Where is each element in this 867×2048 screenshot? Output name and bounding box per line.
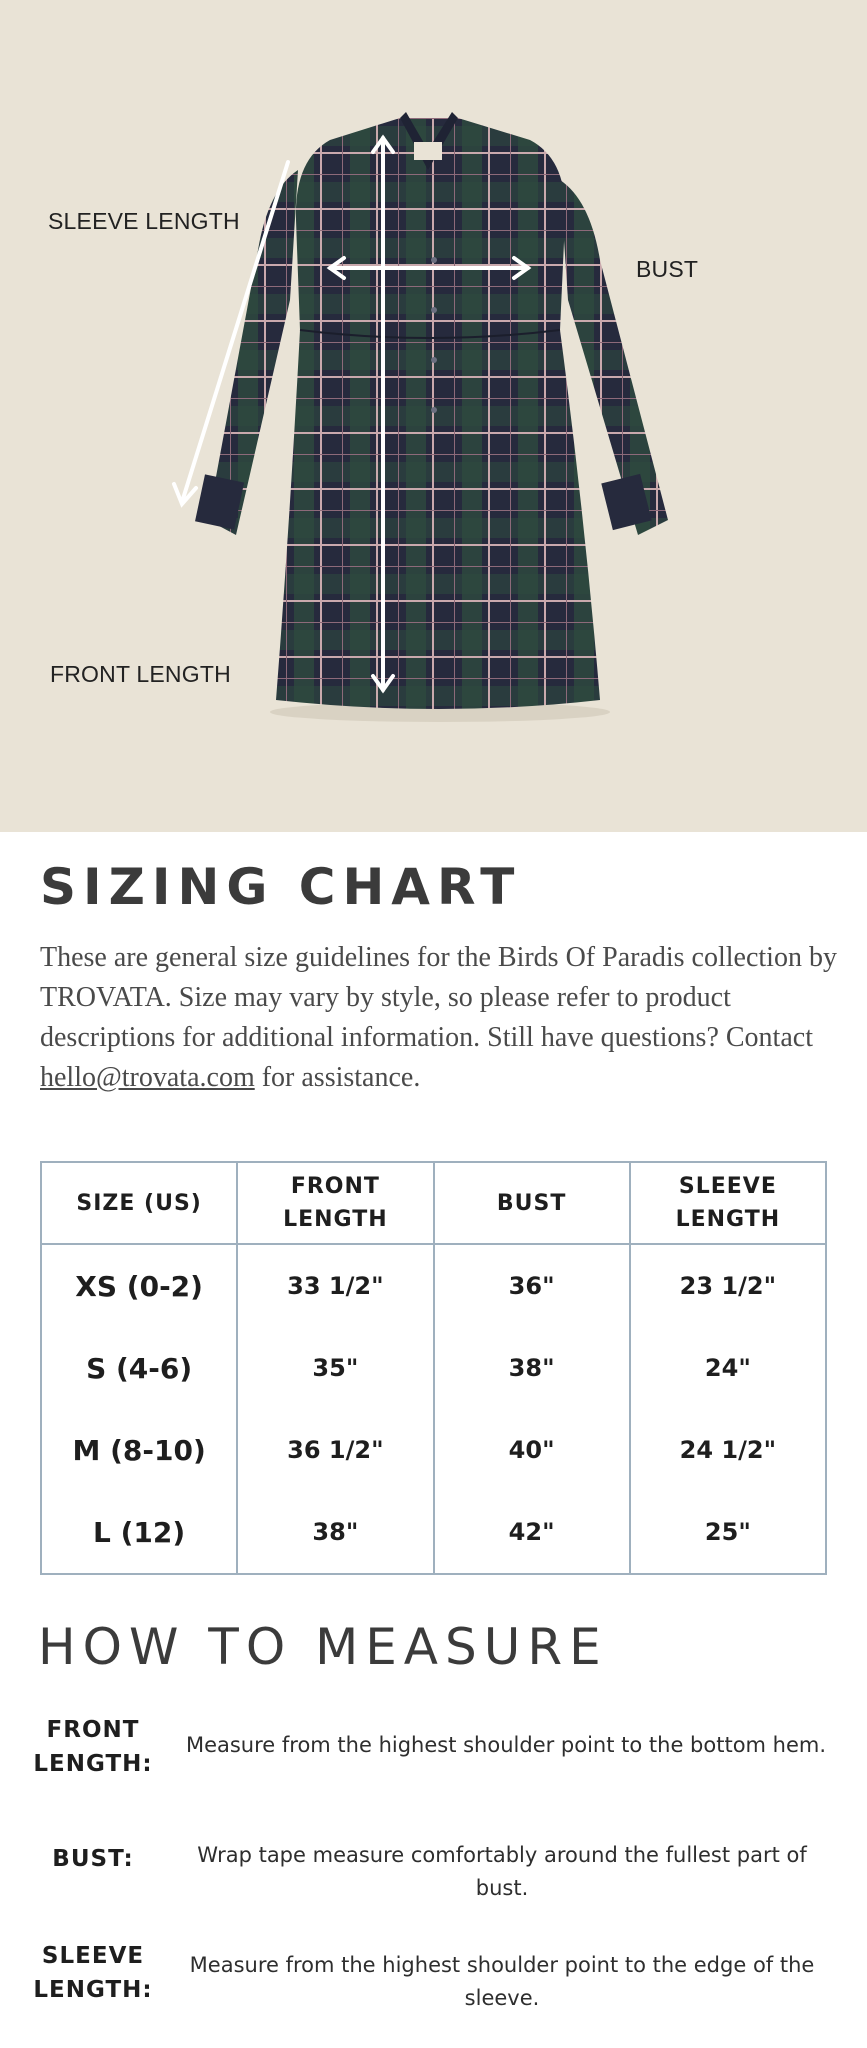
size-cell: S (4-6) — [41, 1327, 237, 1409]
sizing-chart-title: SIZING CHART — [40, 858, 522, 916]
product-image-panel — [0, 0, 867, 832]
size-cell: M (8-10) — [41, 1409, 237, 1491]
front-length-cell: 35" — [237, 1327, 433, 1409]
sizing-table — [40, 1161, 827, 1575]
header-front-length: FRONT LENGTH — [237, 1162, 433, 1244]
sleeve-length-cell: 24 1/2" — [630, 1409, 826, 1491]
dress-body — [276, 118, 600, 709]
measure-desc-sleeve-length: Measure from the highest shoulder point to the edge of the sleeve. — [189, 1953, 815, 2010]
contact-email-link[interactable]: hello@trovata.com — [40, 1062, 255, 1093]
bust-cell: 42" — [434, 1491, 630, 1574]
table-header-row — [41, 1162, 826, 1244]
measure-term-front-length: FRONT LENGTH: — [33, 1717, 153, 1777]
measure-desc-bust: Wrap tape measure comfortably around the fullest part of bust. — [197, 1843, 807, 1900]
how-to-measure-title: HOW TO MEASURE — [38, 1618, 608, 1676]
sleeve-length-cell: 23 1/2" — [630, 1244, 826, 1327]
sizing-intro — [40, 938, 840, 1098]
header-size: SIZE (US) — [41, 1162, 237, 1244]
table-row — [41, 1244, 826, 1327]
size-cell: L (12) — [41, 1491, 237, 1574]
sleeve-length-cell: 25" — [630, 1491, 826, 1574]
header-sleeve-length: SLEEVE LENGTH — [630, 1162, 826, 1244]
header-bust: BUST — [434, 1162, 630, 1244]
sleeve-length-cell: 24" — [630, 1327, 826, 1409]
intro-tail: for assistance. — [261, 1062, 421, 1093]
front-length-cell: 33 1/2" — [237, 1244, 433, 1327]
front-length-cell: 36 1/2" — [237, 1409, 433, 1491]
table-row — [41, 1491, 826, 1574]
table-row — [41, 1327, 826, 1409]
bust-cell: 40" — [434, 1409, 630, 1491]
sleeve-length-label: SLEEVE LENGTH — [48, 208, 240, 234]
measure-desc-front-length: Measure from the highest shoulder point to the bottom hem. — [185, 1733, 827, 1757]
bust-label: BUST — [636, 256, 699, 282]
size-cell: XS (0-2) — [41, 1244, 237, 1327]
measure-term-bust: BUST: — [52, 1846, 134, 1872]
intro-text: These are general size guidelines for the Birds Of Paradis collection by TROVATA. Size may vary by style, so please refer to product descriptions for additional information. Still have questions? Contact — [40, 942, 837, 1053]
front-length-cell: 38" — [237, 1491, 433, 1574]
measure-term-sleeve-length: SLEEVE LENGTH: — [33, 1943, 153, 2003]
table-row — [41, 1409, 826, 1491]
dress-illustration — [0, 0, 867, 832]
front-length-label: FRONT LENGTH — [50, 661, 231, 687]
bust-cell: 36" — [434, 1244, 630, 1327]
bust-cell: 38" — [434, 1327, 630, 1409]
